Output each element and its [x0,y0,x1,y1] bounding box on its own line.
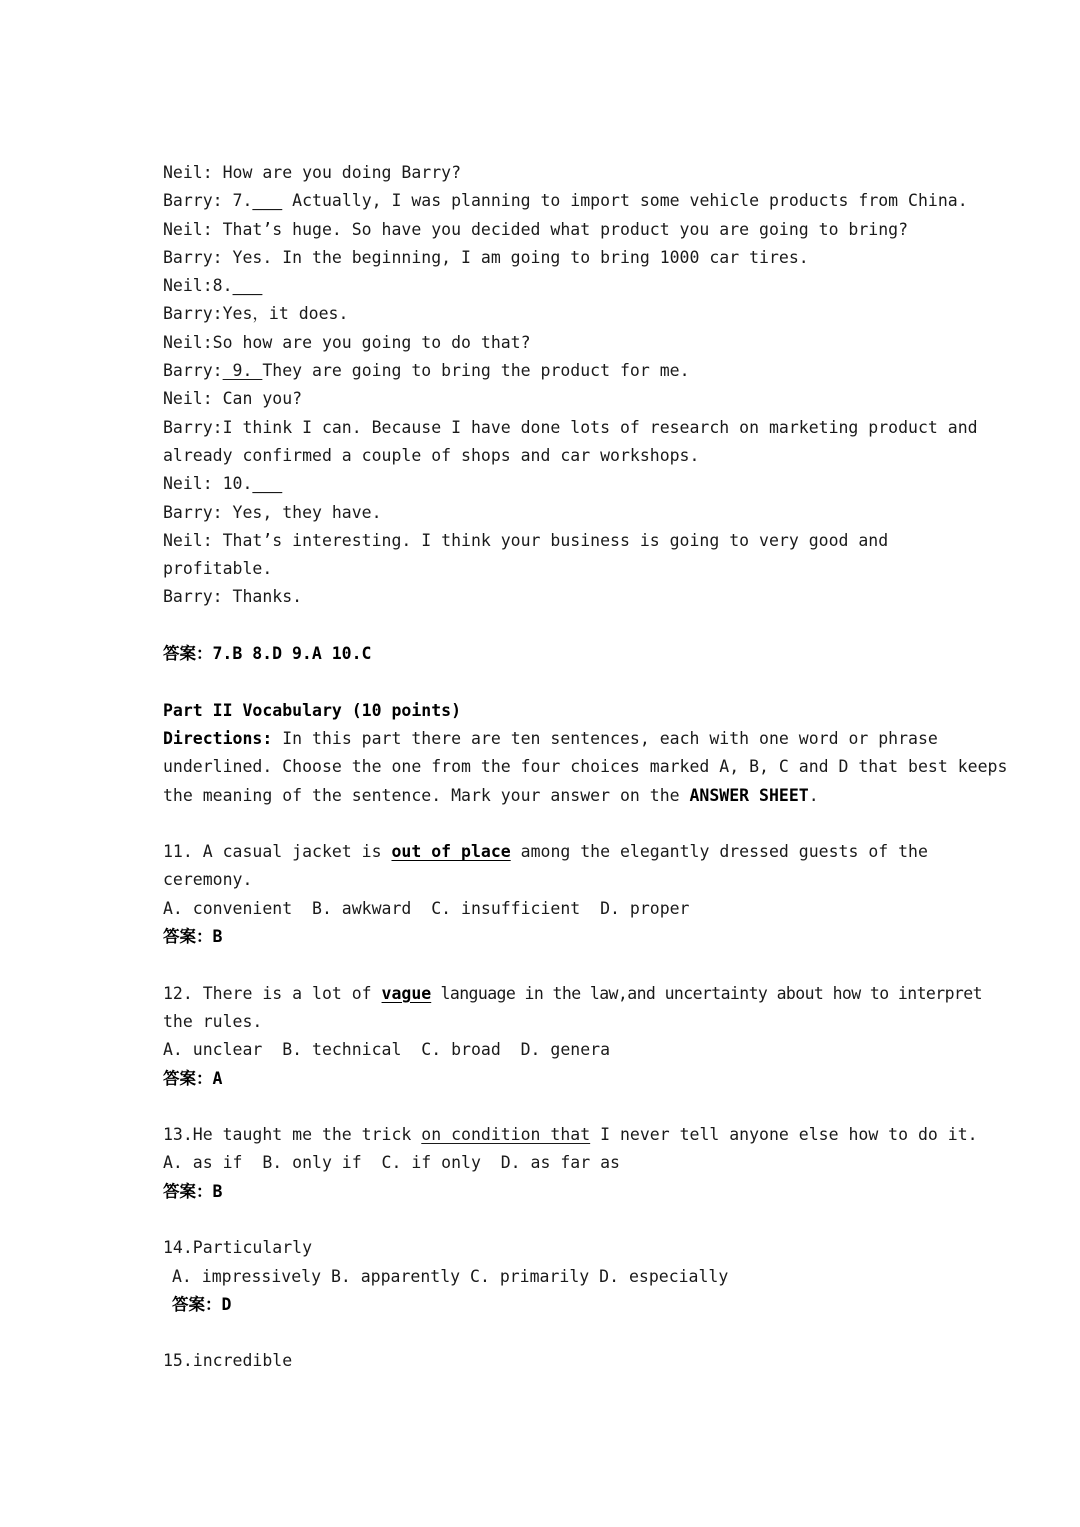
dialogue-line: Neil: That’s huge. So have you decided what product you are going to bring? [163,219,909,239]
question-stem [163,1121,978,1149]
dialogue-line: Neil: That’s interesting. I think your business is going to very good and [163,530,889,550]
stem-text: among the elegantly dressed guests of the [510,842,928,862]
section-title: Part II Vocabulary (10 points) [163,700,462,720]
directions-label: Directions: [163,728,273,748]
blank-7: ___ [252,191,283,211]
dialogue [163,159,978,612]
question-14 [163,1234,923,1319]
dialogue-text: Actually, I was planning to import some vehicle products from China. [282,191,968,211]
document-page [163,159,1008,1376]
underlined-phrase: on condition that [421,1125,591,1145]
question-11 [163,838,928,951]
speaker-text: Barry: [163,361,223,381]
dialogue-line [163,187,968,215]
dialogue-line: Barry: Yes. In the beginning, I am going to bring 1000 car tires. [163,247,809,267]
stem-text: 12. There is a lot of [163,983,382,1003]
question-options: A. as if B. only if C. if only D. as far as [163,1153,620,1173]
dialogue-line: Neil:So how are you going to do that? [163,332,531,352]
dialogue-line: Barry: Yes, they have. [163,502,382,522]
question-options: A. unclear B. technical C. broad D. genera [163,1040,611,1060]
directions-text: the meaning of the sentence. Mark your answer on the [163,785,690,805]
question-stem [163,980,982,1008]
question-answer: 答案：A [163,1068,223,1088]
directions-line: underlined. Choose the one from the four choices marked A, B, C and D that best keeps [163,757,1008,777]
answer-key: 答案：7.B 8.D 9.A 10.C [163,644,372,664]
speaker-text: Neil: 10. [163,474,253,494]
dialogue-line: Barry:I think I can. Because I have done lots of research on marketing product and [163,417,978,437]
question-answer: 答案：D [172,1294,232,1314]
directions-line [163,782,923,810]
question-answer: 答案：B [163,927,223,947]
dialogue-text: They are going to bring the product for me. [262,361,690,381]
stem-text: language in the law,and uncertainty about how to interpret [431,983,982,1003]
dialogue-line: profitable. [163,559,273,579]
dialogue-line [163,470,923,498]
dialogue-line: Barry:Yes，it does. [163,304,349,324]
dialogue-line: Barry: Thanks. [163,587,303,607]
blank-8: ___ [232,276,263,296]
question-stem-cont: ceremony. [163,870,253,890]
stem-text: 13.He taught me the trick [163,1125,422,1145]
question-stem-cont: the rules. [163,1011,263,1031]
directions-text: In this part there are ten sentences, each with one word or phrase [272,728,938,748]
question-stem [163,838,928,866]
question-options: A. impressively B. apparently C. primarily D. especially [172,1266,729,1286]
answer-sheet-text: ANSWER SHEET [689,785,809,805]
underlined-phrase: out of place [391,842,511,862]
directions-line [163,725,938,753]
blank-9: 9. [222,361,263,381]
blank-10: ___ [252,474,283,494]
question-word: 15.incredible [163,1351,293,1371]
dialogue-line: already confirmed a couple of shops and car workshops. [163,445,700,465]
dialogue-line [163,272,923,300]
dialogue-line: Neil: Can you? [163,389,303,409]
question-options: A. convenient B. awkward C. insufficient D. proper [163,898,690,918]
dialogue-line [163,357,923,385]
speaker-text: Barry: 7. [163,191,253,211]
directions-text: . [808,785,819,805]
underlined-phrase: vague [381,983,432,1003]
question-word: 14.Particularly [163,1238,313,1258]
stem-text: 11. A casual jacket is [163,842,392,862]
stem-text: I never tell anyone else how to do it. [590,1125,978,1145]
question-12 [163,980,982,1093]
speaker-text: Neil:8. [163,276,233,296]
question-15 [163,1347,923,1375]
question-answer: 答案：B [163,1181,223,1201]
question-13 [163,1121,978,1206]
dialogue-line: Neil: How are you doing Barry? [163,163,462,182]
